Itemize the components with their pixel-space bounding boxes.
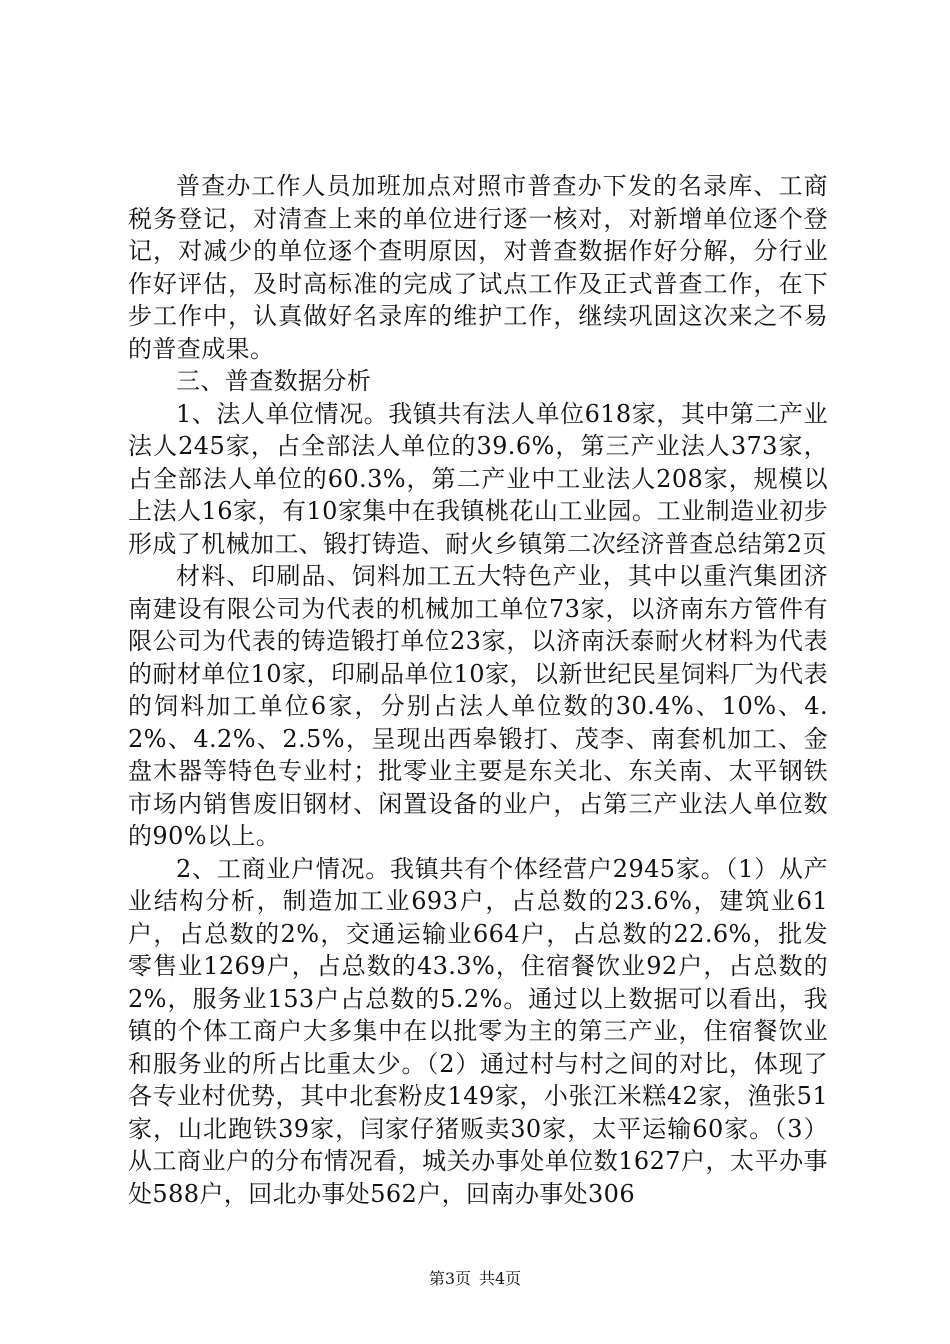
page-footer	[0, 1266, 950, 1289]
paragraph-census-work: 普查办工作人员加班加点对照市普查办下发的名录库、工商税务登记，对清查上来的单位进行逐一核对，对新增单位逐个登记，对减少的单位逐个查明原因，对普查数据作好分解，分行业作好评估，及时高标准的完成了试点工作及正式普查工作，在下步工作中，认真做好名录库的维护工作，继续巩固这次来之不易的普查成果。	[128, 172, 828, 363]
paragraph-industries: 材料、印刷品、饲料加工五大特色产业，其中以重汽集团济南建设有限公司为代表的机械加工单位73家，以济南东方管件有限公司为代表的铸造锻打单位23家，以济南沃泰耐火材料为代表的耐材单位10家，印刷品单位10家，以新世纪民星饲料厂为代表的饲料加工单位6家，分别占法人单位数的30.4%、10%、4.2%、4.2%、2.5%，呈现出西皋锻打、茂李、南套机加工、金盘木器等特色专业村；批零业主要是东关北、东关南、太平钢铁市场内销售废旧钢材、闲置设备的业户，占第三产业法人单位数的90%以上。	[128, 562, 828, 850]
page-total: 共4页	[479, 1269, 522, 1288]
page-number: 第3页	[428, 1269, 471, 1288]
document-body	[128, 170, 828, 1210]
section-heading-data-analysis: 三、普查数据分析	[176, 367, 372, 395]
paragraph-business-households: 2、工商业户情况。我镇共有个体经营户2945家。（1）从产业结构分析，制造加工业693户，占总数的23.6%，建筑业61户，占总数的2%，交通运输业664户，占总数的22.6%，批发零售业1269户，占总数的43.3%，住宿餐饮业92户，占总数的2%，服务业153户占总数的5.2%。通过以上数据可以看出，我镇的个体工商户大多集中在以批零为主的第三产业，住宿餐饮业和服务业的所占比重太少。（2）通过村与村之间的对比，体现了各专业村优势，其中北套粉皮149家，小张江米糕42家，渔张51家，山北跑铁39家，闫家仔猪贩卖30家，太平运输60家。（3）从工商业户的分布情况看，城关办事处单位数1627户，太平办事处588户，回北办事处562户，回南办事处306	[128, 854, 828, 1208]
paragraph-legal-entities: 1、法人单位情况。我镇共有法人单位618家，其中第二产业法人245家，占全部法人单位的39.6%，第三产业法人373家，占全部法人单位的60.3%，第二产业中工业法人208家，规模以上法人16家，有10家集中在我镇桃花山工业园。工业制造业初步形成了机械加工、锻打铸造、耐火乡镇第二次经济普查总结第2页	[128, 399, 828, 558]
